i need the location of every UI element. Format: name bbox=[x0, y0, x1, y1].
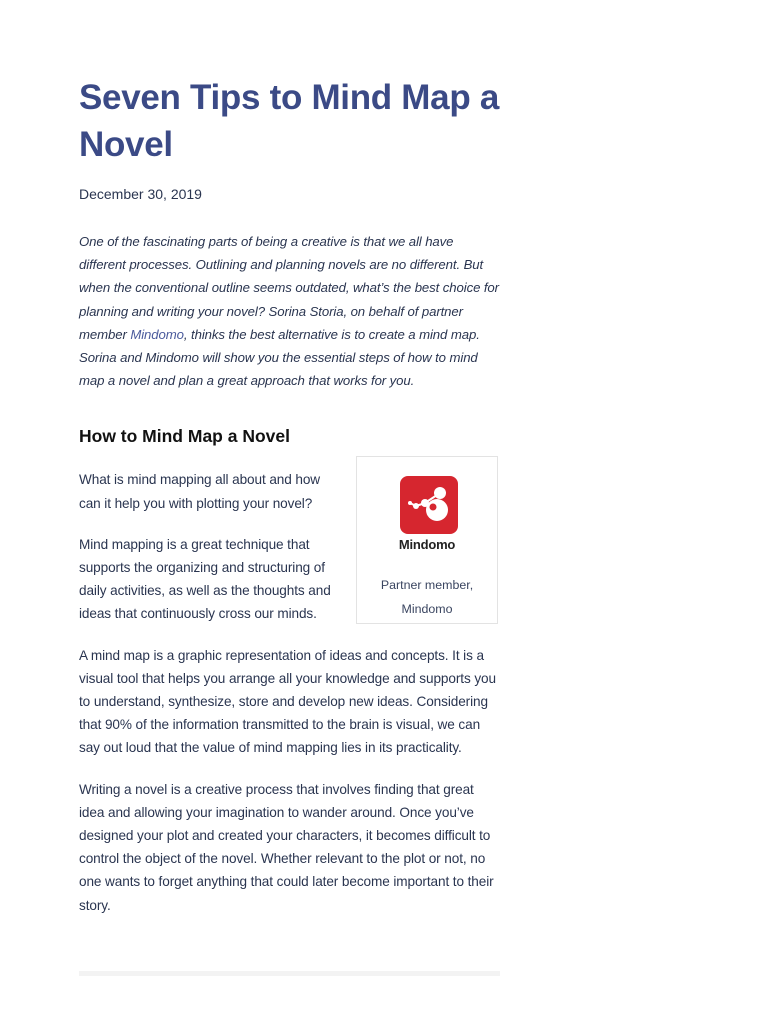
article bbox=[79, 74, 500, 917]
body-paragraph: What is mind mapping all about and how can it help you with plotting your novel? bbox=[79, 472, 321, 511]
body-paragraph: Writing a novel is a creative process that involves finding that great idea and allowing your imagination to wander around. Once you’ve designed your plot and created your characters, it becomes difficult to control the object of the novel. Whether relevant to the plot or not, no one wants to forget anything that could later become important to their story. bbox=[79, 781, 494, 913]
publish-date: December 30, 2019 bbox=[79, 186, 202, 202]
page-title: Seven Tips to Mind Map a Novel bbox=[79, 78, 499, 164]
mindomo-link[interactable]: Mindomo bbox=[130, 326, 184, 342]
intro-text-end: , thinks the best alternative is to create a mind map. Sorina and Mindomo will show you the essential steps of how to mind map a novel and plan a great approach that works for you. bbox=[79, 326, 480, 389]
left-column bbox=[79, 468, 337, 625]
intro-paragraph bbox=[79, 230, 500, 392]
mindomo-logo-graphic bbox=[400, 476, 458, 534]
partner-card[interactable] bbox=[356, 456, 498, 624]
body-paragraph: A mind map is a graphic representation of ideas and concepts. It is a visual tool that helps you arrange all your knowledge and supports you to understand, synthesize, store and develop new ideas. Considering that 90% of the information transmitted to the brain is visual, we can say out loud that the value of mind mapping lies in its practicality. bbox=[79, 647, 496, 756]
intro-text-start: One of the fascinating parts of being a creative is that we all have different processes. Outlining and planning novels are no different. But when the conventional outline seems outdated, what’s the best choice for planning and writing your novel? Sorina Storia, on behalf of partner member bbox=[79, 234, 499, 342]
mindomo-logo-icon bbox=[400, 476, 458, 534]
partner-caption: Partner member, Mindomo bbox=[380, 578, 474, 617]
mindomo-logo-text: Mindomo bbox=[398, 537, 456, 553]
bottom-divider bbox=[79, 971, 500, 976]
content-with-partner-card bbox=[79, 468, 500, 625]
body-paragraph: Mind mapping is a great technique that supports the organizing and structuring of daily activities, as well as the thoughts and ideas that continuously cross our minds. bbox=[79, 536, 331, 622]
body-block bbox=[79, 644, 500, 917]
section-heading: How to Mind Map a Novel bbox=[79, 426, 290, 447]
